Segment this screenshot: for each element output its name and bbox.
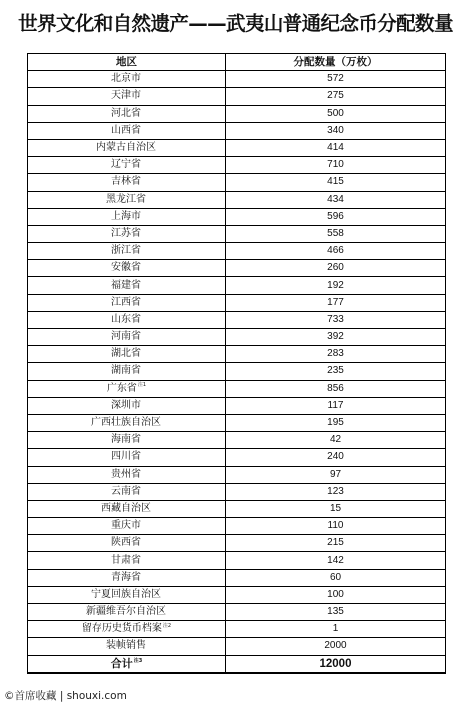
- region-cell: [28, 397, 226, 414]
- region-name: 吉林省: [111, 176, 141, 188]
- page-title: 世界文化和自然遗产——武夷山普通纪念币分配数量: [18, 12, 453, 35]
- region-cell: [28, 294, 226, 311]
- table-row: [28, 157, 446, 174]
- region-cell: [28, 260, 226, 277]
- table-row: [28, 414, 446, 431]
- region-name: 河北省: [111, 107, 141, 119]
- table-row: [28, 432, 446, 449]
- region-cell: [28, 122, 226, 139]
- quantity-cell: 117: [226, 397, 446, 414]
- quantity-cell: 60: [226, 569, 446, 586]
- region-name: 装帧销售: [106, 640, 146, 652]
- region-name: 重庆市: [111, 520, 141, 532]
- region-cell: [28, 380, 226, 397]
- total-row: [28, 655, 446, 673]
- region-name: 深圳市: [111, 399, 141, 411]
- table-row: [28, 88, 446, 105]
- table-row: [28, 346, 446, 363]
- quantity-cell: 97: [226, 466, 446, 483]
- table-row: [28, 225, 446, 242]
- region-name: 湖南省: [111, 365, 141, 377]
- region-name: 陕西省: [111, 537, 141, 549]
- table-row: [28, 466, 446, 483]
- table-header-row: [28, 54, 446, 71]
- quantity-cell: 195: [226, 414, 446, 431]
- region-cell: [28, 449, 226, 466]
- region-cell: [28, 518, 226, 535]
- region-cell: [28, 277, 226, 294]
- region-cell: [28, 311, 226, 328]
- quantity-cell: 415: [226, 174, 446, 191]
- table-row: [28, 294, 446, 311]
- region-name: 宁夏回族自治区: [91, 588, 161, 600]
- table-row: [28, 380, 446, 397]
- footnote-marker: 注1: [137, 382, 147, 389]
- region-cell: [28, 363, 226, 380]
- region-name: 浙江省: [111, 245, 141, 257]
- region-name: 山西省: [111, 124, 141, 136]
- region-cell: [28, 483, 226, 500]
- quantity-cell: 192: [226, 277, 446, 294]
- region-name: 湖北省: [111, 348, 141, 360]
- quantity-cell: 340: [226, 122, 446, 139]
- quantity-cell: 235: [226, 363, 446, 380]
- quantity-cell: 1: [226, 621, 446, 638]
- quantity-cell: 466: [226, 243, 446, 260]
- region-cell: [28, 225, 226, 242]
- table-row: [28, 122, 446, 139]
- region-cell: [28, 569, 226, 586]
- quantity-cell: 100: [226, 586, 446, 603]
- table-row: [28, 569, 446, 586]
- region-cell: [28, 604, 226, 621]
- watermark: ©首席收藏 | shouxi.com: [4, 690, 127, 702]
- quantity-cell: 215: [226, 535, 446, 552]
- quantity-cell: 500: [226, 105, 446, 122]
- table-row: [28, 483, 446, 500]
- region-cell: [28, 157, 226, 174]
- table-row: [28, 552, 446, 569]
- region-name: 山东省: [111, 313, 141, 325]
- table-row: [28, 604, 446, 621]
- quantity-cell: 177: [226, 294, 446, 311]
- region-name: 广西壮族自治区: [91, 417, 161, 429]
- quantity-cell: 856: [226, 380, 446, 397]
- table-row: [28, 535, 446, 552]
- quantity-cell: 283: [226, 346, 446, 363]
- quantity-cell: 434: [226, 191, 446, 208]
- quantity-cell: 240: [226, 449, 446, 466]
- table-row: [28, 500, 446, 517]
- table-row: [28, 518, 446, 535]
- quantity-cell: 135: [226, 604, 446, 621]
- quantity-cell: 733: [226, 311, 446, 328]
- total-label-cell: [28, 655, 226, 673]
- region-name: 四川省: [111, 451, 141, 463]
- quantity-cell: 15: [226, 500, 446, 517]
- table-row: [28, 397, 446, 414]
- region-cell: [28, 139, 226, 156]
- region-cell: [28, 346, 226, 363]
- region-cell: [28, 414, 226, 431]
- quantity-cell: 260: [226, 260, 446, 277]
- region-name: 西藏自治区: [101, 502, 151, 514]
- region-cell: [28, 535, 226, 552]
- region-cell: [28, 71, 226, 88]
- region-name: 云南省: [111, 485, 141, 497]
- quantity-cell: 123: [226, 483, 446, 500]
- table-row: [28, 586, 446, 603]
- footnote-marker: 注3: [133, 658, 143, 664]
- region-cell: [28, 638, 226, 655]
- region-name: 新疆维吾尔自治区: [86, 606, 166, 618]
- region-cell: [28, 243, 226, 260]
- region-cell: [28, 191, 226, 208]
- quantity-cell: 2000: [226, 638, 446, 655]
- quantity-cell: 414: [226, 139, 446, 156]
- region-cell: [28, 174, 226, 191]
- table-row: [28, 449, 446, 466]
- quantity-cell: 558: [226, 225, 446, 242]
- quantity-cell: 275: [226, 88, 446, 105]
- header-quantity: 分配数量（万枚）: [226, 54, 446, 71]
- quantity-cell: 392: [226, 329, 446, 346]
- allocation-table: [27, 53, 446, 674]
- region-name: 黑龙江省: [106, 193, 146, 205]
- quantity-cell: 110: [226, 518, 446, 535]
- table-row: [28, 329, 446, 346]
- region-cell: [28, 500, 226, 517]
- table-row: [28, 208, 446, 225]
- quantity-cell: 710: [226, 157, 446, 174]
- region-cell: [28, 466, 226, 483]
- region-cell: [28, 208, 226, 225]
- region-cell: [28, 586, 226, 603]
- table-row: [28, 260, 446, 277]
- region-name: 河南省: [111, 331, 141, 343]
- region-name: 辽宁省: [111, 159, 141, 171]
- region-cell: [28, 329, 226, 346]
- table-row: [28, 105, 446, 122]
- table-row: [28, 311, 446, 328]
- table-row: [28, 363, 446, 380]
- region-name: 青海省: [111, 571, 141, 583]
- quantity-cell: 572: [226, 71, 446, 88]
- region-name: 福建省: [111, 279, 141, 291]
- region-name: 内蒙古自治区: [96, 142, 156, 154]
- region-name: 江西省: [111, 296, 141, 308]
- total-label: 合计: [110, 656, 133, 670]
- table-row: [28, 191, 446, 208]
- table-row: [28, 174, 446, 191]
- table-row: [28, 139, 446, 156]
- region-name: 天津市: [111, 90, 141, 102]
- total-quantity: 12000: [226, 655, 446, 673]
- footnote-marker: 注2: [162, 622, 172, 629]
- region-name: 安徽省: [111, 262, 141, 274]
- region-cell: [28, 88, 226, 105]
- header-region: 地区: [28, 54, 226, 71]
- region-cell: [28, 105, 226, 122]
- region-cell: [28, 621, 226, 638]
- quantity-cell: 42: [226, 432, 446, 449]
- region-cell: [28, 552, 226, 569]
- region-name: 江苏省: [111, 227, 141, 239]
- quantity-cell: 142: [226, 552, 446, 569]
- table-row: [28, 621, 446, 638]
- region-name: 广东省: [106, 382, 137, 394]
- quantity-cell: 596: [226, 208, 446, 225]
- region-name: 北京市: [111, 73, 141, 85]
- region-name: 贵州省: [111, 468, 141, 480]
- region-cell: [28, 432, 226, 449]
- table-body: [28, 71, 446, 673]
- region-name: 甘肃省: [111, 554, 141, 566]
- table-row: [28, 277, 446, 294]
- region-name: 上海市: [111, 210, 141, 222]
- region-name: 海南省: [111, 434, 141, 446]
- table-row: [28, 243, 446, 260]
- region-name: 留存历史货币档案: [81, 623, 162, 635]
- table-row: [28, 71, 446, 88]
- table-row: [28, 638, 446, 655]
